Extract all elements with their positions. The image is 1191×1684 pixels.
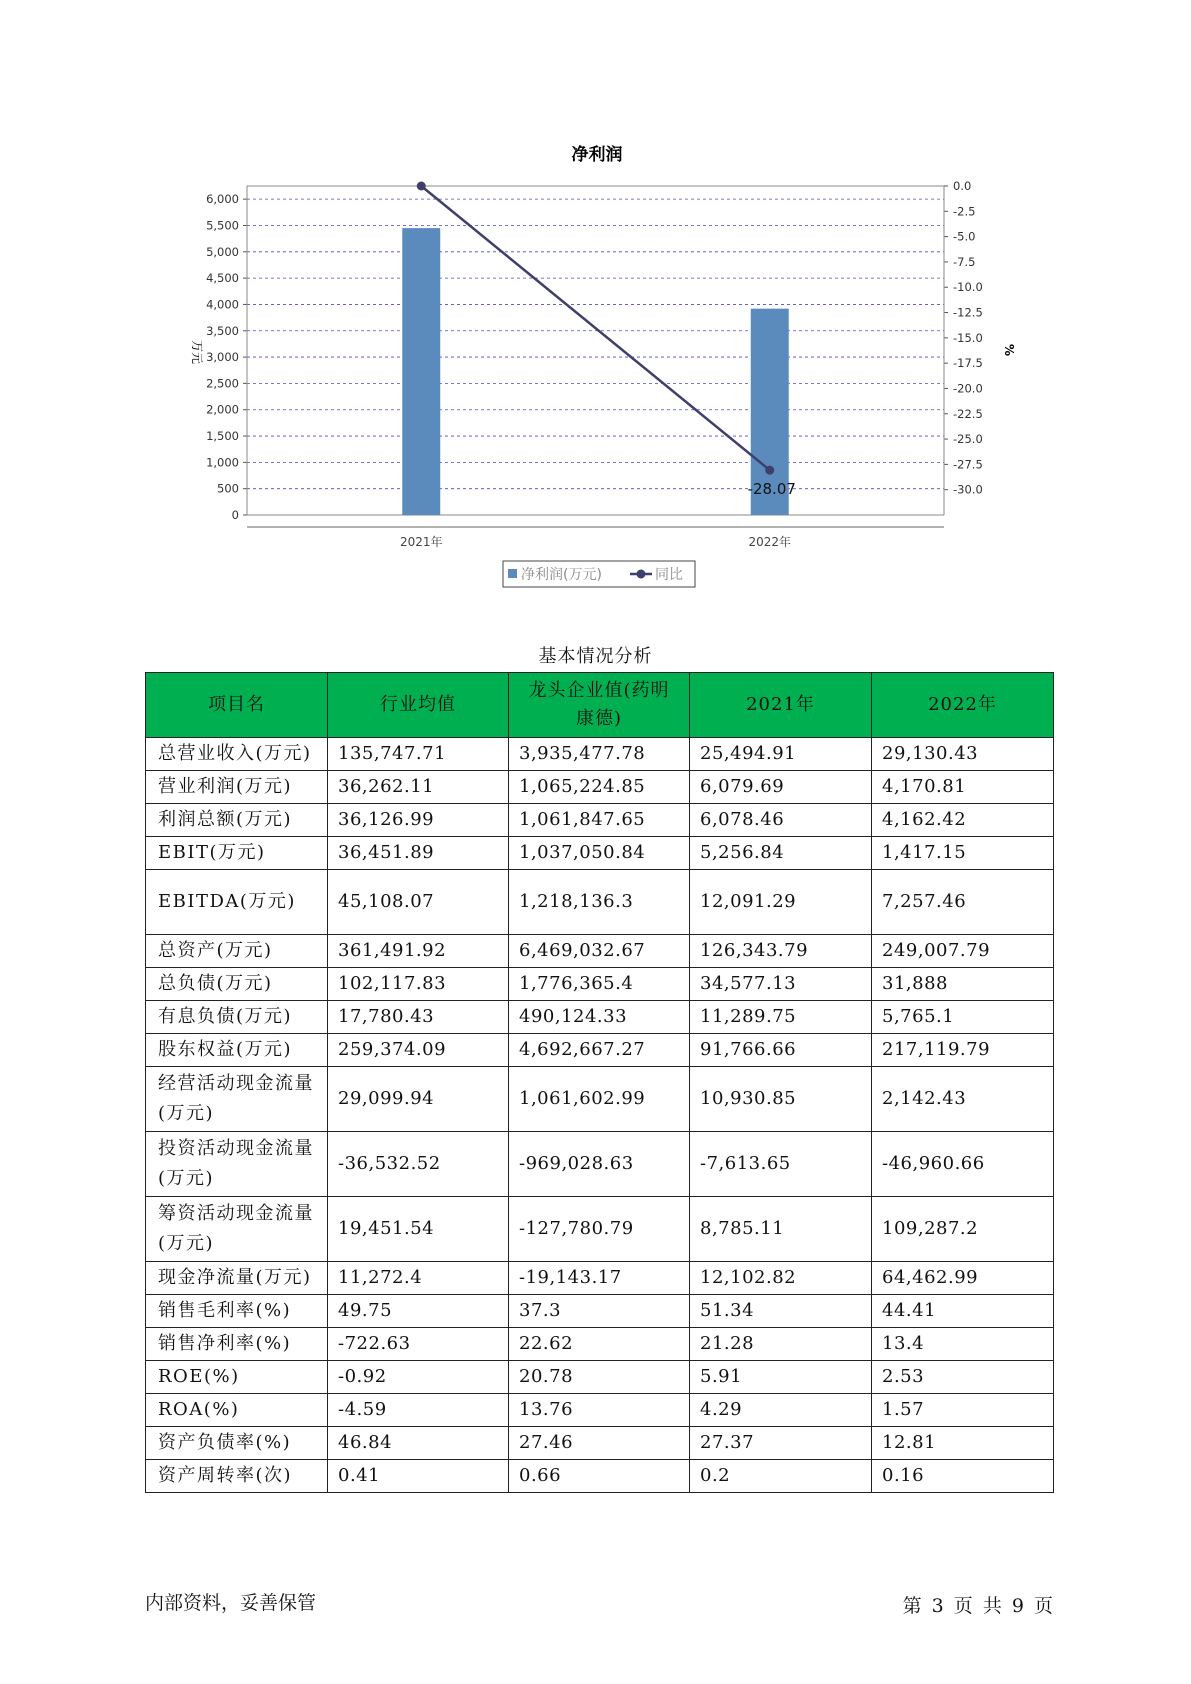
value-cell: 2.53 [872, 1361, 1054, 1394]
value-cell: 4.29 [690, 1394, 872, 1427]
y-tick-label: 6,000 [206, 192, 239, 207]
value-cell: 2,142.43 [872, 1067, 1054, 1132]
y2-tick-label: -17.5 [953, 356, 983, 371]
value-cell: 1.57 [872, 1394, 1054, 1427]
value-cell: 135,747.71 [328, 738, 509, 771]
value-cell: 5,765.1 [872, 1001, 1054, 1034]
x-tick-label: 2021年 [399, 535, 443, 549]
footer-page-number: 第 3 页 共 9 页 [902, 1595, 1053, 1617]
value-cell: 6,469,032.67 [509, 935, 690, 968]
y-tick-label: 2,000 [206, 402, 239, 417]
value-cell: 46.84 [328, 1427, 509, 1460]
row-label-cell: 总负债(万元) [146, 968, 328, 1001]
chart-canvas [0, 0, 1191, 600]
value-cell: -7,613.65 [690, 1132, 872, 1197]
table-row [146, 837, 1054, 870]
y-tick-label: 4,500 [206, 271, 239, 286]
y2-tick-label: -27.5 [953, 457, 983, 472]
value-cell: 1,776,365.4 [509, 968, 690, 1001]
value-cell: 11,289.75 [690, 1001, 872, 1034]
row-label-cell: 资产负债率(%) [146, 1427, 328, 1460]
value-cell: 34,577.13 [690, 968, 872, 1001]
y-tick-label: 2,500 [206, 376, 239, 391]
value-cell: 6,079.69 [690, 771, 872, 804]
row-label-cell: 经营活动现金流量(万元) [146, 1067, 328, 1132]
y-tick-label: 4,000 [206, 297, 239, 312]
y2-tick-label: -5.0 [953, 229, 976, 244]
y-tick-label: 5,000 [206, 244, 239, 259]
row-label-cell: 筹资活动现金流量(万元) [146, 1197, 328, 1262]
value-cell: 217,119.79 [872, 1034, 1054, 1067]
value-cell: 27.37 [690, 1427, 872, 1460]
value-cell: 259,374.09 [328, 1034, 509, 1067]
value-cell: 12,091.29 [690, 870, 872, 935]
row-label-cell: 投资活动现金流量(万元) [146, 1132, 328, 1197]
value-cell: 51.34 [690, 1295, 872, 1328]
y-tick-label: 3,000 [206, 350, 239, 365]
yoy-point [417, 182, 426, 191]
row-label-cell: 总营业收入(万元) [146, 738, 328, 771]
value-cell: 44.41 [872, 1295, 1054, 1328]
value-cell: 12.81 [872, 1427, 1054, 1460]
y-tick-label: 5,500 [206, 218, 239, 233]
value-cell: 1,417.15 [872, 837, 1054, 870]
table-row [146, 1361, 1054, 1394]
y2-tick-label: -15.0 [953, 330, 983, 345]
y2-tick-label: 0.0 [953, 179, 972, 193]
table-row [146, 1067, 1054, 1132]
value-cell: 64,462.99 [872, 1262, 1054, 1295]
value-cell: 21.28 [690, 1328, 872, 1361]
row-label-cell: EBITDA(万元) [146, 870, 328, 935]
row-label-cell: 股东权益(万元) [146, 1034, 328, 1067]
value-cell: 49.75 [328, 1295, 509, 1328]
table-row [146, 1197, 1054, 1262]
y2-tick-label: -7.5 [953, 254, 976, 269]
column-header: 2022年 [872, 673, 1054, 738]
value-cell: 4,162.42 [872, 804, 1054, 837]
legend-swatch-bar [508, 569, 517, 578]
table-row [146, 1328, 1054, 1361]
value-cell: 0.41 [328, 1460, 509, 1493]
table-row [146, 1295, 1054, 1328]
value-cell: 29,130.43 [872, 738, 1054, 771]
value-cell: 13.76 [509, 1394, 690, 1427]
row-label-cell: 销售毛利率(%) [146, 1295, 328, 1328]
y2-axis-label: % [1002, 343, 1016, 357]
value-cell: 27.46 [509, 1427, 690, 1460]
value-cell: 19,451.54 [328, 1197, 509, 1262]
value-cell: 6,078.46 [690, 804, 872, 837]
value-cell: -127,780.79 [509, 1197, 690, 1262]
value-cell: 1,065,224.85 [509, 771, 690, 804]
y-axis-label: 万元 [190, 339, 204, 365]
table-row [146, 1460, 1054, 1493]
column-header: 项目名 [146, 673, 328, 738]
value-cell: 1,218,136.3 [509, 870, 690, 935]
column-header: 2021年 [690, 673, 872, 738]
value-cell: 11,272.4 [328, 1262, 509, 1295]
value-cell: 0.66 [509, 1460, 690, 1493]
row-label-cell: 营业利润(万元) [146, 771, 328, 804]
y-tick-label: 0 [231, 508, 239, 522]
y-tick-label: 1,500 [206, 429, 239, 444]
data-label: -28.07 [747, 480, 796, 499]
value-cell: 4,170.81 [872, 771, 1054, 804]
row-label-cell: 资产周转率(次) [146, 1460, 328, 1493]
y2-tick-label: -2.5 [953, 204, 976, 219]
value-cell: 31,888 [872, 968, 1054, 1001]
footer-confidential-note: 内部资料，妥善保管 [145, 1592, 317, 1614]
value-cell: 29,099.94 [328, 1067, 509, 1132]
bar [402, 228, 440, 515]
value-cell: -0.92 [328, 1361, 509, 1394]
table-row [146, 1427, 1054, 1460]
value-cell: 37.3 [509, 1295, 690, 1328]
value-cell: 45,108.07 [328, 870, 509, 935]
row-label-cell: ROA(%) [146, 1394, 328, 1427]
legend-swatch-point [637, 570, 646, 579]
column-header: 行业均值 [328, 673, 509, 738]
value-cell: 102,117.83 [328, 968, 509, 1001]
value-cell: 12,102.82 [690, 1262, 872, 1295]
value-cell: 361,491.92 [328, 935, 509, 968]
value-cell: 36,126.99 [328, 804, 509, 837]
column-header: 龙头企业值(药明康德) [509, 673, 690, 738]
y2-tick-label: -22.5 [953, 406, 983, 421]
y2-tick-label: -10.0 [953, 280, 983, 295]
yoy-line [421, 186, 770, 470]
value-cell: -722.63 [328, 1328, 509, 1361]
table-row [146, 968, 1054, 1001]
value-cell: -19,143.17 [509, 1262, 690, 1295]
value-cell: 17,780.43 [328, 1001, 509, 1034]
value-cell: 7,257.46 [872, 870, 1054, 935]
y2-tick-label: -25.0 [953, 432, 983, 447]
y-tick-label: 500 [217, 481, 239, 496]
value-cell: 0.2 [690, 1460, 872, 1493]
value-cell: 20.78 [509, 1361, 690, 1394]
x-tick-label: 2022年 [748, 535, 792, 549]
y2-tick-label: -30.0 [953, 482, 983, 497]
table-row [146, 1132, 1054, 1197]
table-row [146, 804, 1054, 837]
value-cell: 1,061,602.99 [509, 1067, 690, 1132]
table-header-row [146, 673, 1054, 738]
value-cell: 249,007.79 [872, 935, 1054, 968]
table-row [146, 935, 1054, 968]
row-label-cell: 有息负债(万元) [146, 1001, 328, 1034]
value-cell: -46,960.66 [872, 1132, 1054, 1197]
value-cell: 22.62 [509, 1328, 690, 1361]
table-row [146, 738, 1054, 771]
value-cell: 13.4 [872, 1328, 1054, 1361]
table-row [146, 1001, 1054, 1034]
chart-title: 净利润 [571, 145, 623, 165]
value-cell: 1,037,050.84 [509, 837, 690, 870]
value-cell: 0.16 [872, 1460, 1054, 1493]
legend-label-net-profit: 净利润(万元) [521, 567, 602, 583]
row-label-cell: EBIT(万元) [146, 837, 328, 870]
value-cell: 36,262.11 [328, 771, 509, 804]
y2-tick-label: -20.0 [953, 381, 983, 396]
value-cell: 490,124.33 [509, 1001, 690, 1034]
value-cell: 91,766.66 [690, 1034, 872, 1067]
value-cell: 4,692,667.27 [509, 1034, 690, 1067]
value-cell: 5.91 [690, 1361, 872, 1394]
legend-label-yoy: 同比 [655, 567, 683, 583]
value-cell: -969,028.63 [509, 1132, 690, 1197]
row-label-cell: 销售净利率(%) [146, 1328, 328, 1361]
table-row [146, 1034, 1054, 1067]
value-cell: -4.59 [328, 1394, 509, 1427]
y-tick-label: 1,000 [206, 455, 239, 470]
value-cell: 25,494.91 [690, 738, 872, 771]
basic-analysis-table [145, 672, 1054, 1493]
table-row [146, 771, 1054, 804]
value-cell: 36,451.89 [328, 837, 509, 870]
yoy-point [765, 466, 774, 475]
value-cell: 10,930.85 [690, 1067, 872, 1132]
row-label-cell: 现金净流量(万元) [146, 1262, 328, 1295]
table-row [146, 870, 1054, 935]
value-cell: 109,287.2 [872, 1197, 1054, 1262]
y-tick-label: 3,500 [206, 323, 239, 338]
value-cell: -36,532.52 [328, 1132, 509, 1197]
y2-tick-label: -12.5 [953, 305, 983, 320]
value-cell: 3,935,477.78 [509, 738, 690, 771]
table-row [146, 1262, 1054, 1295]
net-profit-chart [0, 0, 1191, 600]
value-cell: 126,343.79 [690, 935, 872, 968]
value-cell: 1,061,847.65 [509, 804, 690, 837]
table-row [146, 1394, 1054, 1427]
row-label-cell: 总资产(万元) [146, 935, 328, 968]
row-label-cell: ROE(%) [146, 1361, 328, 1394]
value-cell: 5,256.84 [690, 837, 872, 870]
table-title: 基本情况分析 [538, 646, 653, 667]
row-label-cell: 利润总额(万元) [146, 804, 328, 837]
value-cell: 8,785.11 [690, 1197, 872, 1262]
